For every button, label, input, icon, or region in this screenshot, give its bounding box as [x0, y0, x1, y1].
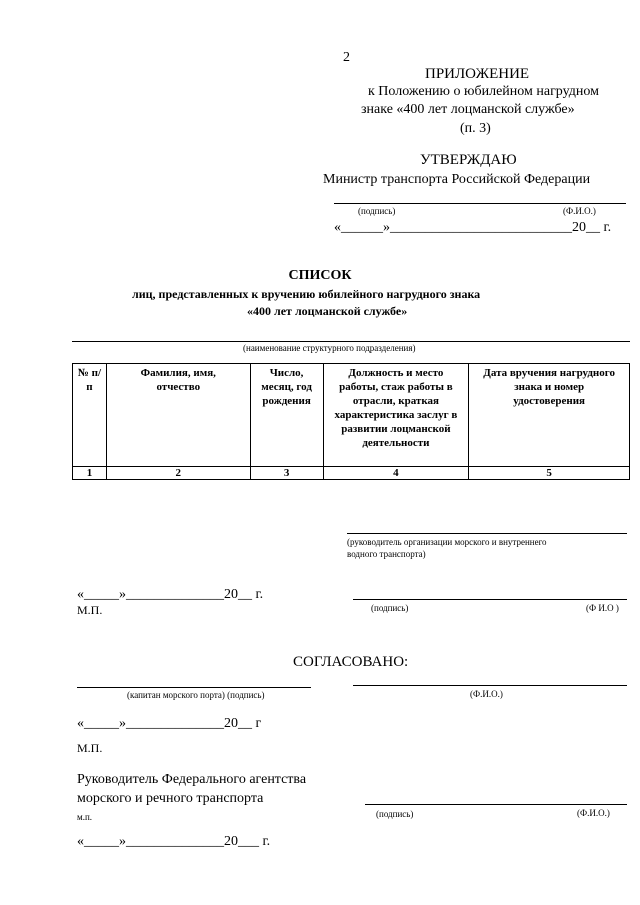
- captain-label: (капитан морского порта) (подпись): [127, 690, 265, 700]
- approval-signature-line: [334, 203, 626, 204]
- column-number-3: 3: [250, 467, 323, 480]
- agency-signature-line: [365, 804, 627, 805]
- agreed-fio-line: [353, 685, 627, 686]
- unit-line: [72, 341, 630, 342]
- head-org-label1: (руководитель организации морского и внутреннего: [347, 537, 547, 547]
- approval-signature-label: (подпись): [358, 206, 396, 216]
- table-header-row: [73, 364, 630, 467]
- header-position: Должность и место работы, стаж работы в отрасли, краткая характеристика заслуг в развитии лоцманской деятельности: [323, 364, 469, 467]
- head-org-mp: М.П.: [77, 603, 103, 617]
- head-org-signature-line: [353, 599, 627, 600]
- page-number: 2: [343, 50, 350, 65]
- list-subtitle2: «400 лет лоцманской службе»: [247, 304, 408, 318]
- agency-signature-label: (подпись): [376, 809, 414, 819]
- agency-fio-label: (Ф.И.О.): [577, 808, 610, 818]
- recipients-table: [72, 363, 630, 480]
- list-subtitle1: лиц, представленных к вручению юбилейного нагрудного знака: [132, 287, 481, 301]
- appendix-clause: (п. 3): [460, 121, 491, 136]
- head-org-signature-label: (подпись): [371, 603, 409, 613]
- header-name: Фамилия, имя, отчество: [106, 364, 250, 467]
- agreed-date-line: «_____»______________20__ г: [77, 716, 262, 731]
- agency-line1: Руководитель Федерального агентства: [77, 772, 307, 787]
- agreed-fio-label: (Ф.И.О.): [470, 689, 503, 699]
- header-number: № п/п: [73, 364, 107, 467]
- approval-fio-label: (Ф.И.О.): [563, 206, 596, 216]
- table-number-row: [73, 467, 630, 480]
- unit-label: (наименование структурного подразделения): [243, 343, 416, 353]
- approval-title: УТВЕРЖДАЮ: [420, 152, 517, 168]
- agreed-mp: М.П.: [77, 741, 103, 755]
- column-number-4: 4: [323, 467, 469, 480]
- column-number-5: 5: [469, 467, 630, 480]
- head-org-line: [347, 533, 627, 534]
- approval-minister: Министр транспорта Российской Федерации: [323, 172, 591, 187]
- agency-mp: м.п.: [77, 812, 93, 822]
- head-org-label2: водного транспорта): [347, 549, 426, 559]
- agency-line2: морского и речного транспорта: [77, 791, 264, 806]
- header-award-date: Дата вручения нагрудного знака и номер удостоверения: [469, 364, 630, 467]
- head-org-fio-label: (Ф И.О ): [586, 603, 619, 613]
- column-number-1: 1: [73, 467, 107, 480]
- list-title: СПИСОК: [288, 268, 352, 283]
- approval-date-line: «______»__________________________20__ г.: [334, 220, 612, 235]
- captain-line: [77, 687, 311, 688]
- column-number-2: 2: [106, 467, 250, 480]
- appendix-title: ПРИЛОЖЕНИЕ: [425, 66, 530, 82]
- header-birthdate: Число, месяц, год рождения: [250, 364, 323, 467]
- head-org-date-line: «_____»______________20__ г.: [77, 587, 264, 602]
- agreed-title: СОГЛАСОВАНО:: [293, 654, 409, 670]
- agency-date-line: «_____»______________20___ г.: [77, 834, 271, 849]
- appendix-line1: к Положению о юбилейном нагрудном: [368, 84, 599, 99]
- appendix-line2: знаке «400 лет лоцманской службе»: [361, 102, 575, 117]
